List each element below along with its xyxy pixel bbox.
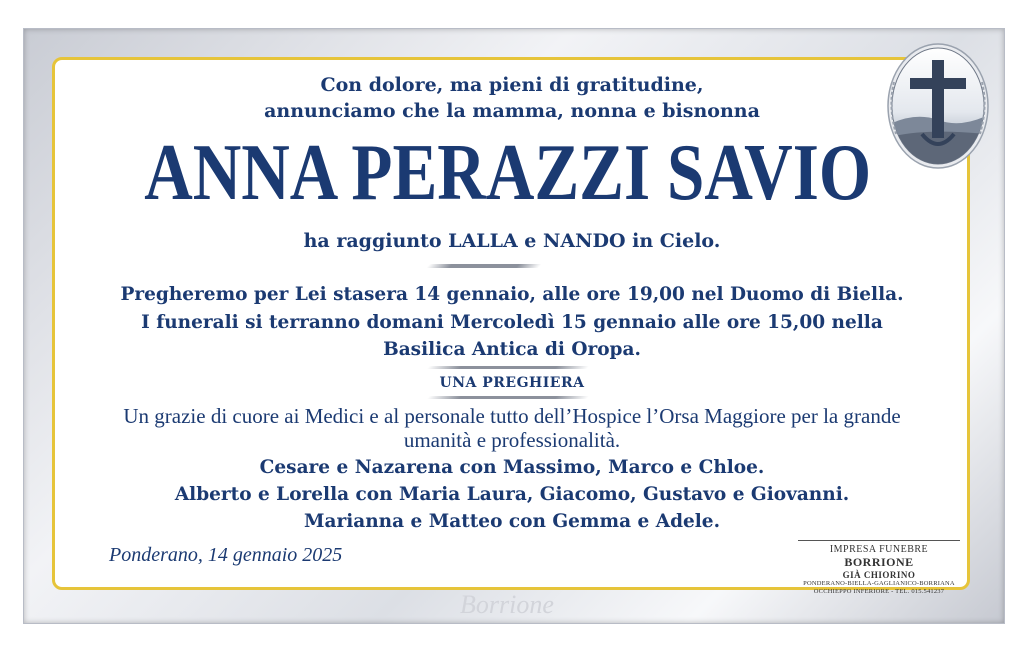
- service-line-2: I funerali si terranno domani Mercoledì 15 gennaio alle ore 15,00 nella: [141, 312, 883, 333]
- funeral-home-title: [798, 540, 960, 570]
- subline: ha raggiunto LALLA e NANDO in Cielo.: [303, 230, 721, 252]
- funeral-home-logo: [798, 540, 960, 596]
- funeral-home-contact: OCCHIEPPO INFERIORE - TEL. 015.541237: [813, 588, 945, 595]
- family-line-2: Alberto e Lorella con Maria Laura, Giacomo, Gustavo e Giovanni.: [174, 484, 850, 505]
- separator-1: [426, 264, 541, 268]
- funeral-home-name: BORRIONE: [844, 555, 914, 569]
- deceased-name: ANNA PERAZZI SAVIO: [144, 129, 872, 217]
- thanks-line-2: umanità e professionalità.: [403, 428, 621, 452]
- signature-watermark: Borrione: [460, 590, 554, 619]
- prayer-heading: UNA PREGHIERA: [439, 375, 585, 391]
- place-date: Ponderano, 14 gennaio 2025: [109, 544, 343, 566]
- family-line-1: Cesare e Nazarena con Massimo, Marco e Chloe.: [259, 457, 765, 478]
- intro-line-2: annunciamo che la mamma, nonna e bisnonna: [264, 100, 760, 122]
- service-line-1: Pregheremo per Lei stasera 14 gennaio, alle ore 19,00 nel Duomo di Biella.: [120, 284, 904, 305]
- funeral-home-former: GIÀ CHIORINO: [842, 570, 916, 580]
- separator-2: [427, 366, 590, 369]
- separator-3: [427, 396, 590, 399]
- intro-line-1: Con dolore, ma pieni di gratitudine,: [320, 74, 704, 96]
- family-line-3: Marianna e Matteo con Gemma e Adele.: [303, 511, 721, 532]
- thanks-line-1: Un grazie di cuore ai Medici e al personale tutto dell’Hospice l’Orsa Maggiore per la grande: [123, 404, 901, 428]
- service-line-3: Basilica Antica di Oropa.: [383, 339, 641, 360]
- funeral-home-prefix: IMPRESA FUNEBRE: [829, 544, 929, 555]
- funeral-home-locations: PONDERANO-BIELLA-GAGLIANICO-BORRIANA: [803, 580, 955, 587]
